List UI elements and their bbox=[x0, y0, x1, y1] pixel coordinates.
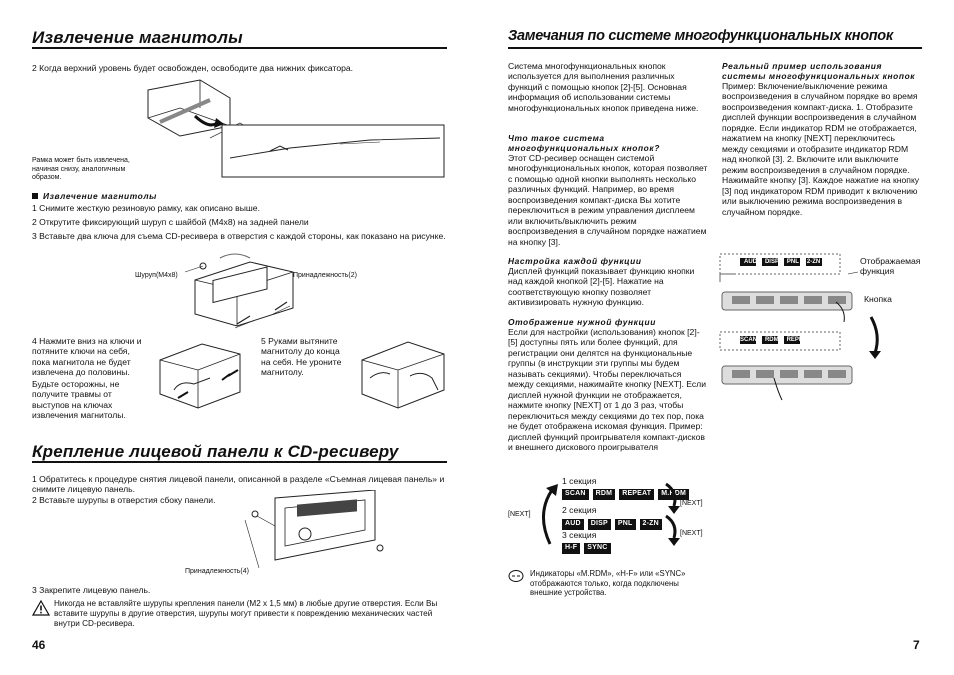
panel-bottom-functions: SCAN RDM REPEAT bbox=[740, 337, 811, 343]
function-indicator: PNL bbox=[615, 519, 636, 530]
note-icon bbox=[508, 569, 524, 583]
figure-keys-insertion bbox=[175, 250, 325, 330]
square-bullet-icon bbox=[32, 193, 38, 199]
panel-top-functions: AUD DISP PNL 2-ZN bbox=[744, 259, 821, 265]
example-text: Пример: Включение/выключение режима воспроизведения в случайном порядке во время воспроизведения компакт-диска. 1. Отобразите дисплей функции воспроизведения в случайном порядке. Если индикатор RDM не отображается, нажатием на кнопку [NEXT] переключитесь между секциями и отобразите индикатор RDM над кнопкой [3]. 2. Включите или выключите режим воспроизведения в случайном порядке. Нажимайте кнопку [3]. Каждое нажатие на кнопку [3] под индикатором RDM приводит к включению или выключению режима воспроизведения в случайном порядке. bbox=[722, 81, 920, 217]
next-cycle-arrows bbox=[536, 478, 686, 552]
mount-step-2: 2 Вставьте шурупы в отверстия сбоку панели. bbox=[32, 495, 216, 505]
next-label-left: [NEXT] bbox=[508, 511, 531, 518]
function-indicator: AUD bbox=[562, 519, 584, 530]
figure-faceplate-screws bbox=[235, 490, 385, 568]
warning-triangle-icon bbox=[32, 600, 50, 616]
function-indicator: 2-ZN bbox=[640, 519, 662, 530]
subheading-example: Реальный пример использования системы многофункциональных кнопок bbox=[722, 61, 916, 82]
label-displayed-function: Отображаемая функция bbox=[860, 256, 921, 277]
label-accessory-2: Принадлежность(2) bbox=[293, 272, 357, 279]
function-indicator: SCAN bbox=[562, 489, 589, 500]
subheading-display: Отображение нужной функции bbox=[508, 317, 656, 327]
note-text: Индикаторы «M.RDM», «H-F» или «SYNC» отображаются только, когда подключены внешние устройства. bbox=[530, 569, 686, 597]
label-accessory-4: Принадлежность(4) bbox=[185, 568, 249, 575]
figure-frame-removal bbox=[140, 78, 450, 178]
divider bbox=[508, 47, 922, 49]
left-title-removal: Извлечение магнитолы bbox=[32, 28, 243, 47]
divider bbox=[32, 461, 447, 463]
figure-pull-keys bbox=[150, 332, 250, 412]
figure-pull-unit bbox=[350, 330, 450, 410]
step-1: 1 Снимите жесткую резиновую рамку, как описано выше. bbox=[32, 203, 260, 213]
page-number-right: 7 bbox=[913, 638, 920, 652]
intro-text: Система многофункциональных кнопок используется для выполнения различных функций с помощью кнопок [2]-[5]. Основная информация об использовании системы многофункциональных кнопок приведена ниже. bbox=[508, 61, 699, 113]
section-2-label: 2 секция bbox=[562, 505, 597, 515]
mount-step-3: 3 Закрепите лицевую панель. bbox=[32, 585, 151, 595]
subheading-setting: Настройка каждой функции bbox=[508, 256, 642, 266]
what-text: Этот CD-ресивер оснащен системой многофункциональных кнопок, которая позволяет с помощью одной кнопки выполнять несколько различных функций. Например, во время воспроизведения компакт-диска Вы хотите переключиться в режим управления дисплеем или включить/выключить режим воспроизведения в случайном порядке нажатием на кнопку [3]. bbox=[508, 153, 708, 247]
figure1-caption: Рамка может быть извлечена, начиная снизу, аналогичным образом. bbox=[32, 157, 130, 182]
caution-text: Будьте осторожны, не получите травмы от выступов на ключах извлечения магнитолы. bbox=[32, 379, 126, 421]
label-screw: Шуруп(M4x8) bbox=[135, 272, 178, 279]
setting-text: Дисплей функций показывает функцию кнопки над каждой кнопкой [2]-[5]. Нажатие на соответствующую кнопку позволяет активизировать нужную функцию. bbox=[508, 266, 695, 308]
function-indicator: SYNC bbox=[584, 543, 610, 554]
step-5: 5 Руками вытяните магнитолу до конца на себя. Не уроните магнитолу. bbox=[261, 336, 342, 378]
section-3-label: 3 секция bbox=[562, 530, 597, 540]
step-3: 3 Вставьте два ключа для съема CD-ресивера в отверстия с каждой стороны, как показано на рисунке. bbox=[32, 231, 446, 241]
next-label-right: [NEXT] bbox=[680, 500, 703, 507]
function-indicator: REPEAT bbox=[619, 489, 654, 500]
divider bbox=[32, 47, 447, 49]
mount-step-1: 1 Обратитесь к процедуре снятия лицевой панели, описанной в разделе «Съемная лицевая панель» и снимите лицевую панель. bbox=[32, 474, 445, 495]
page-number-left: 46 bbox=[32, 638, 46, 652]
left-title-faceplate: Крепление лицевой панели к CD-ресиверу bbox=[32, 442, 399, 461]
function-indicator: M.RDM bbox=[658, 489, 689, 500]
next-label-right: [NEXT] bbox=[680, 530, 703, 537]
right-title: Замечания по системе многофункциональных кнопок bbox=[508, 28, 893, 44]
step-4: 4 Нажмите вниз на ключи и потяните ключи на себя, пока магнитола не будет извлечена до половины. bbox=[32, 336, 142, 378]
function-indicator: RDM bbox=[593, 489, 616, 500]
label-button: Кнопка bbox=[864, 294, 892, 304]
subheading-what: Что такое система многофункциональных кнопок? bbox=[508, 133, 660, 154]
subheading-removal: Извлечение магнитолы bbox=[32, 191, 157, 201]
panel-illustration-bottom bbox=[718, 322, 858, 402]
step-2: 2 Открутите фиксирующий шуруп с шайбой (M4x8) на задней панели bbox=[32, 217, 309, 227]
function-indicator: DISP bbox=[588, 519, 611, 530]
down-arrow-icon bbox=[865, 315, 885, 359]
warning-text: Никогда не вставляйте шурупы крепления панели (M2 x 1,5 мм) в любые другие отверстия. Если Вы вставите шурупы в другие отверстия, шурупы могут привести к повреждению механических частей внутри CD-ресивера. bbox=[54, 599, 438, 628]
section-1-label: 1 секция bbox=[562, 476, 597, 486]
display-text: Если для настройки (использования) кнопок [2]-[5] доступны пять или более функций, для регистрации они делятся на функциональные группы (в инструкции эти группы мы будем называть секциями). Чтобы переключаться между секциями, нажимайте кнопку [NEXT]. Если дисплей нужной функции не отображается, нажмите кнопку [NEXT] от 1 до 3 раз, чтобы переключиться между секциями до тех пор, пока не будет отображена искомая функция. Пример: дисплей функций проигрывателя компакт-дисков и внешнего дискового проигрывателя bbox=[508, 327, 707, 453]
text-release: 2 Когда верхний уровень будет освобожден, освободите два нижних фиксатора. bbox=[32, 63, 354, 73]
function-indicator: H-F bbox=[562, 543, 580, 554]
